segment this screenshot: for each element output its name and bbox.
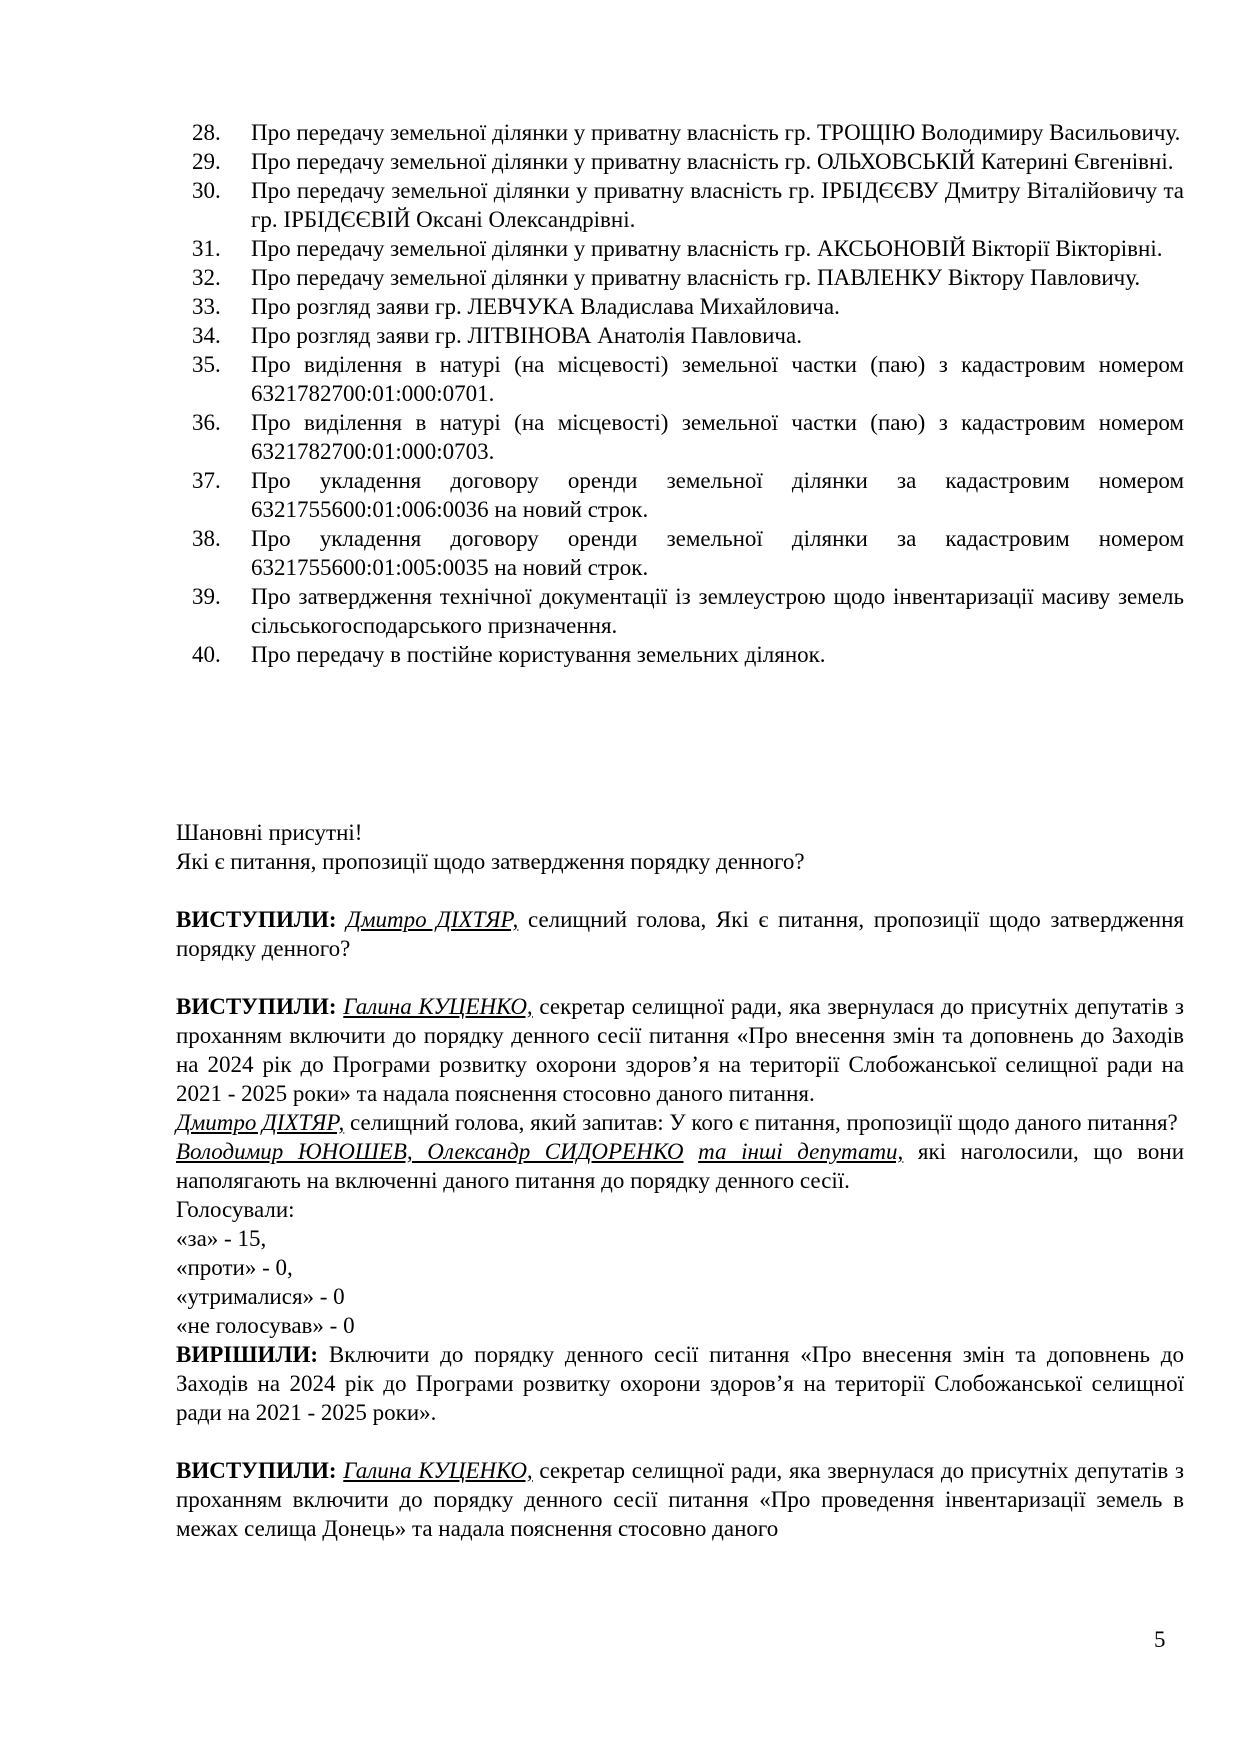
speaker-name: Галина КУЦЕНКО, <box>343 994 533 1019</box>
list-item: 35. Про виділення в натурі (на місцевості) земельної частки (паю) з кадастровим номером 6321782700:01:000:0701. <box>192 352 1184 406</box>
list-item: 38. Про укладення договору оренди земельної ділянки за кадастровим номером 6321755600:01:005:0035 на новий строк. <box>192 526 1184 580</box>
list-item: 33. Про розгляд заяви гр. ЛЕВЧУКА Владислава Михайловича. <box>192 294 840 319</box>
speaker-name: Дмитро ДІХТЯР, <box>176 1110 345 1135</box>
list-item: 34. Про розгляд заяви гр. ЛІТВІНОВА Анатолія Павловича. <box>192 323 802 348</box>
list-item: 37. Про укладення договору оренди земельної ділянки за кадастровим номером 6321755600:01:006:0036 на новий строк. <box>192 468 1184 522</box>
decision-text: Включити до порядку денного сесії питання «Про внесення змін та доповнень до Заходів на 2024 рік до Програми розвитку охорони здоров’я на території Слобожанської селищної ради на 2021 - 2025 роки». <box>176 1342 1184 1425</box>
speech-paragraph <box>176 1456 1184 1543</box>
speech-label: ВИСТУПИЛИ: <box>176 994 337 1019</box>
speech-paragraph <box>176 1137 1184 1195</box>
list-item: 32. Про передачу земельної ділянки у приватну власність гр. ПАВЛЕНКУ Віктору Павловичу. <box>192 265 1141 290</box>
greeting: Шановні присутні! <box>176 820 363 845</box>
speech-label: ВИСТУПИЛИ: <box>176 1458 337 1483</box>
speech-text: селищний голова, який запитав: У кого є питання, пропозиції щодо даного питання? <box>344 1110 1178 1135</box>
speech-paragraph <box>176 905 1184 963</box>
list-item: 30. Про передачу земельної ділянки у приватну власність гр. ІРБІДЄЄВУ Дмитру Віталійовичу та гр. ІРБІДЄЄВІЙ Оксані Олександрівні. <box>192 178 1184 232</box>
list-item: 39. Про затвердження технічної документації із землеустрою щодо інвентаризації масиву земель сільськогосподарського призначення. <box>192 584 1184 638</box>
page-number: 5 <box>1154 1627 1166 1652</box>
speaker-name: Галина КУЦЕНКО, <box>343 1458 533 1483</box>
question: Які є питання, пропозиції щодо затвердження порядку денного? <box>176 849 805 874</box>
list-item: 28. Про передачу земельної ділянки у приватну власність гр. ТРОЩІЮ Володимиру Васильовичу. <box>192 120 1181 145</box>
decision-label: ВИРІШИЛИ: <box>176 1342 319 1367</box>
list-item: 36. Про виділення в натурі (на місцевості) земельної частки (паю) з кадастровим номером 6321782700:01:000:0703. <box>192 410 1184 464</box>
other-deputies: та інші депутати, <box>698 1139 904 1164</box>
list-item: 29. Про передачу земельної ділянки у приватну власність гр. ОЛЬХОВСЬКІЙ Катерині Євгенівні. <box>192 149 1174 174</box>
speaker-name: Дмитро ДІХТЯР, <box>346 907 519 932</box>
speech-label: ВИСТУПИЛИ: <box>176 907 337 932</box>
spacer <box>176 876 1184 905</box>
vote-abstain: «утрималися» - 0 <box>176 1284 345 1309</box>
speech-text: які наголосили, що вони наполягають на включенні даного питання до порядку денного сесії. <box>176 1139 1185 1193</box>
list-item: 31. Про передачу земельної ділянки у приватну власність гр. АКСЬОНОВІЙ Вікторії Вікторівні. <box>192 236 1163 261</box>
spacer <box>176 1427 1184 1456</box>
minutes-body <box>176 818 1184 1543</box>
speech-text: селищний голова, Які є питання, пропозиції щодо затвердження порядку денного? <box>176 907 1184 961</box>
speech-text: секретар селищної ради, яка звернулася до присутніх депутатів з проханням включити до порядку денного сесії питання «Про проведення інвентаризації земель в межах селища Донець» та надала пояснення стосовно даного <box>176 1458 1184 1541</box>
decision-paragraph <box>176 1340 1184 1427</box>
speech-text: секретар селищної ради, яка звернулася до присутніх депутатів з проханням включити до порядку денного сесії питання «Про внесення змін та доповнень до Заходів на 2024 рік до Програми розвитку охорони здоров’я на території Слобожанської селищної ради на 2021 - 2025 роки» та надала пояснення стосовно даного питання. <box>176 994 1184 1106</box>
speaker-names: Володимир ЮНОШЕВ, Олександр СИДОРЕНКО <box>176 1139 684 1164</box>
spacer <box>176 963 1184 992</box>
speech-paragraph <box>176 992 1184 1108</box>
vote-for: «за» - 15, <box>176 1226 267 1251</box>
vote-against: «проти» - 0, <box>176 1255 293 1280</box>
list-item: 40. Про передачу в постійне користування земельних ділянок. <box>192 642 826 667</box>
vote-title: Голосували: <box>176 1197 295 1222</box>
vote-not-voted: «не голосував» - 0 <box>176 1313 355 1338</box>
speech-paragraph <box>176 1108 1184 1137</box>
agenda-list <box>192 118 1184 669</box>
